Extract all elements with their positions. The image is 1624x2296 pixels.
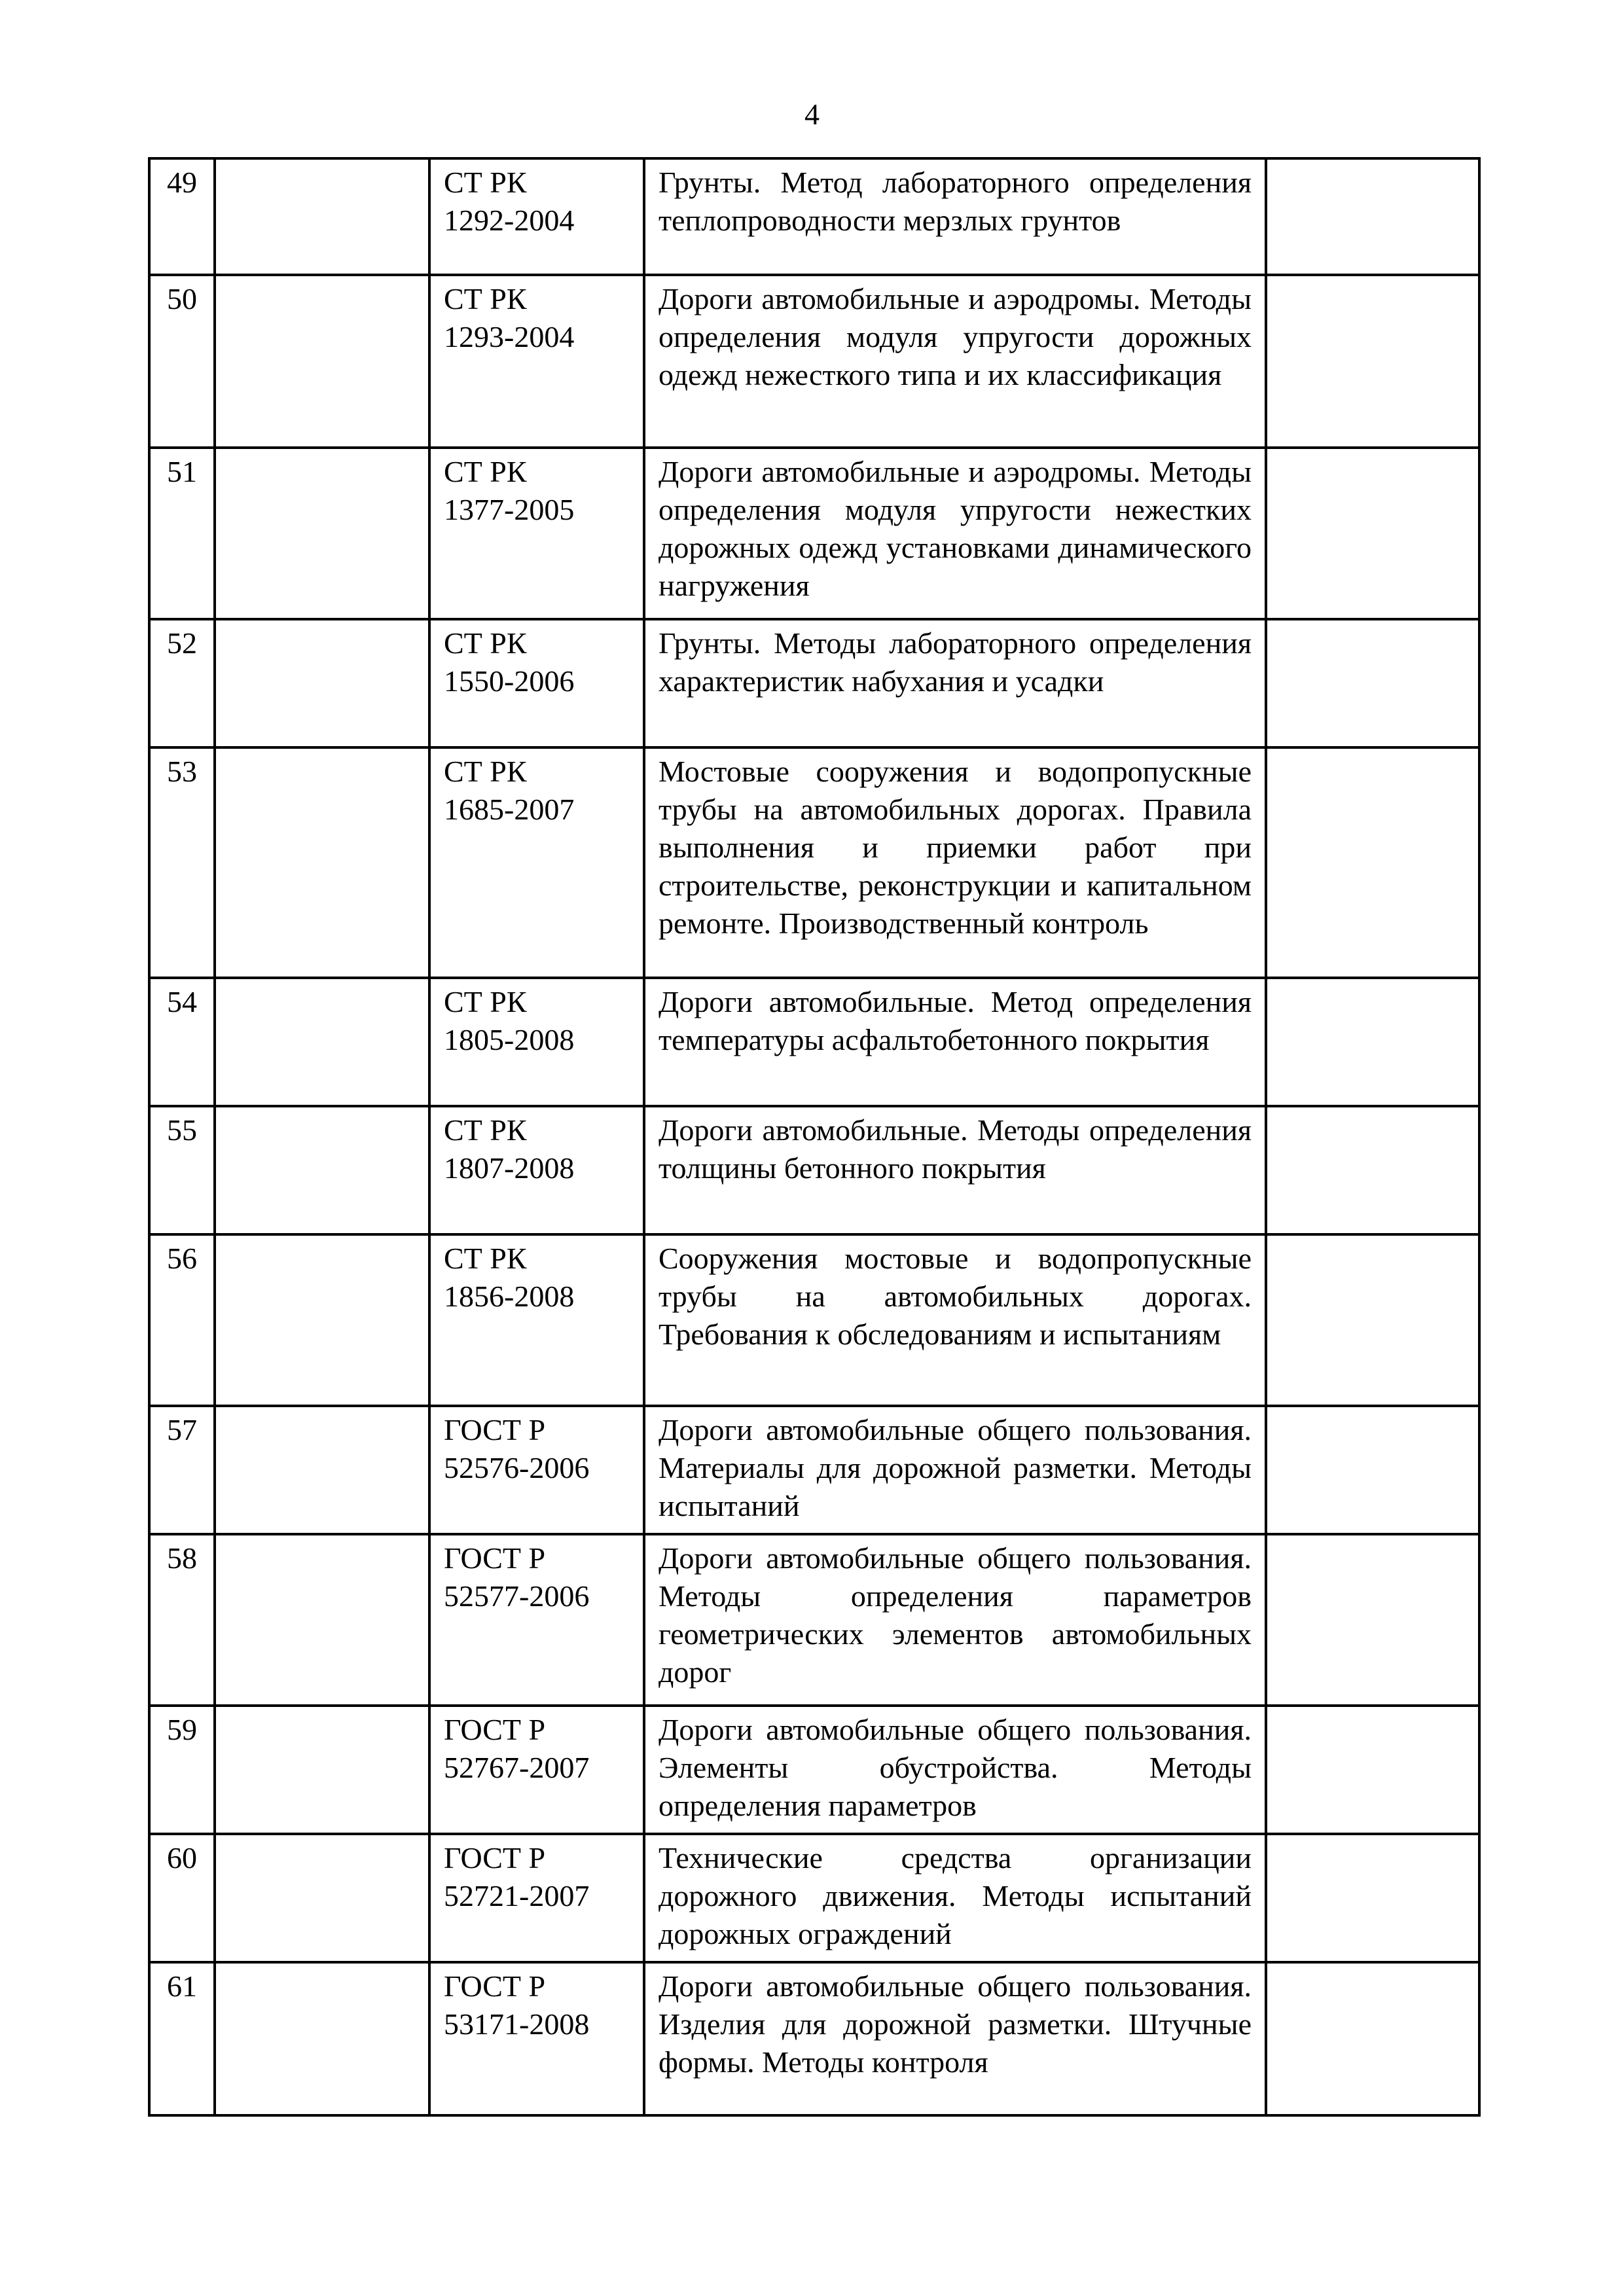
standard-code-number: 1293-2004 (444, 320, 575, 353)
standard-code-prefix: ГОСТ Р (444, 1713, 546, 1746)
standard-code-prefix: ГОСТ Р (444, 1541, 546, 1575)
standard-code-prefix: СТ РК (444, 626, 527, 660)
standard-code-prefix: СТ РК (444, 166, 527, 199)
row-number: 49 (149, 158, 215, 275)
standard-title: Дороги автомобильные и аэродромы. Методы определения модуля упругости нежестких дорожных одежд установками динамического нагружения (644, 448, 1266, 619)
table-row (149, 158, 1479, 275)
standard-title: Сооружения мостовые и водопропускные трубы на автомобильных дорогах. Требования к обследованиям и испытаниям (644, 1234, 1266, 1406)
empty-cell (215, 1406, 429, 1534)
empty-cell (215, 747, 429, 978)
note-cell (1266, 158, 1479, 275)
row-number: 60 (149, 1834, 215, 1962)
standard-code (429, 1234, 644, 1406)
standard-code-prefix: ГОСТ Р (444, 1841, 546, 1874)
empty-cell (215, 1834, 429, 1962)
standard-code-number: 52721-2007 (444, 1879, 590, 1912)
empty-cell (215, 978, 429, 1106)
standard-code-prefix: СТ РК (444, 455, 527, 488)
standard-code-prefix: ГОСТ Р (444, 1413, 546, 1446)
row-number: 52 (149, 619, 215, 747)
row-number: 50 (149, 275, 215, 448)
row-number: 56 (149, 1234, 215, 1406)
empty-cell (215, 619, 429, 747)
table-row (149, 1106, 1479, 1234)
standard-code (429, 1106, 644, 1234)
empty-cell (215, 275, 429, 448)
table-row (149, 1962, 1479, 2115)
row-number: 58 (149, 1534, 215, 1706)
standard-code-number: 1377-2005 (444, 493, 575, 526)
standard-code-number: 1292-2004 (444, 204, 575, 237)
standard-code-prefix: СТ РК (444, 985, 527, 1018)
standard-code-number: 1550-2006 (444, 664, 575, 698)
standard-code-number: 52576-2006 (444, 1451, 590, 1484)
note-cell (1266, 747, 1479, 978)
standard-title: Дороги автомобильные. Методы определения толщины бетонного покрытия (644, 1106, 1266, 1234)
standard-code (429, 275, 644, 448)
empty-cell (215, 448, 429, 619)
row-number: 57 (149, 1406, 215, 1534)
empty-cell (215, 1534, 429, 1706)
standard-code-number: 52767-2007 (444, 1751, 590, 1784)
standard-title: Дороги автомобильные общего пользования. Элементы обустройства. Методы определения параметров (644, 1706, 1266, 1834)
standard-code-number: 52577-2006 (444, 1579, 590, 1613)
note-cell (1266, 1834, 1479, 1962)
table-row (149, 275, 1479, 448)
empty-cell (215, 1234, 429, 1406)
table-row (149, 1834, 1479, 1962)
standard-title: Мостовые сооружения и водопропускные трубы на автомобильных дорогах. Правила выполнения и приемки работ при строительстве, реконструкции и капитальном ремонте. Производственный контроль (644, 747, 1266, 978)
row-number: 53 (149, 747, 215, 978)
standard-code-number: 1685-2007 (444, 793, 575, 826)
standard-title: Дороги автомобильные и аэродромы. Методы определения модуля упругости дорожных одежд нежесткого типа и их классификация (644, 275, 1266, 448)
table-row (149, 1706, 1479, 1834)
standard-code (429, 1706, 644, 1834)
standard-title: Технические средства организации дорожного движения. Методы испытаний дорожных ограждений (644, 1834, 1266, 1962)
standard-code (429, 1534, 644, 1706)
standard-code-prefix: ГОСТ Р (444, 1969, 546, 2003)
note-cell (1266, 448, 1479, 619)
row-number: 61 (149, 1962, 215, 2115)
table-row (149, 1534, 1479, 1706)
standard-code-prefix: СТ РК (444, 755, 527, 788)
note-cell (1266, 1706, 1479, 1834)
note-cell (1266, 1234, 1479, 1406)
empty-cell (215, 1962, 429, 2115)
standard-code-prefix: СТ РК (444, 1242, 527, 1275)
note-cell (1266, 978, 1479, 1106)
standard-code-number: 53171-2008 (444, 2007, 590, 2041)
standard-title: Дороги автомобильные общего пользования. Изделия для дорожной разметки. Штучные формы. Методы контроля (644, 1962, 1266, 2115)
standard-title: Грунты. Метод лабораторного определения теплопроводности мерзлых грунтов (644, 158, 1266, 275)
standard-code (429, 448, 644, 619)
standards-table-body (149, 158, 1479, 2115)
table-row (149, 448, 1479, 619)
table-row (149, 1406, 1479, 1534)
standard-title: Грунты. Методы лабораторного определения характеристик набухания и усадки (644, 619, 1266, 747)
empty-cell (215, 1106, 429, 1234)
standard-code (429, 158, 644, 275)
note-cell (1266, 1534, 1479, 1706)
table-row (149, 978, 1479, 1106)
row-number: 55 (149, 1106, 215, 1234)
standards-table (148, 157, 1481, 2117)
note-cell (1266, 1406, 1479, 1534)
standard-code-number: 1856-2008 (444, 1280, 575, 1313)
note-cell (1266, 1106, 1479, 1234)
note-cell (1266, 1962, 1479, 2115)
standard-code (429, 1962, 644, 2115)
standard-code (429, 978, 644, 1106)
standard-code (429, 747, 644, 978)
empty-cell (215, 158, 429, 275)
standard-code-prefix: СТ РК (444, 1113, 527, 1147)
note-cell (1266, 619, 1479, 747)
standard-title: Дороги автомобильные общего пользования. Методы определения параметров геометрических элементов автомобильных дорог (644, 1534, 1266, 1706)
standard-code-number: 1807-2008 (444, 1151, 575, 1185)
standard-title: Дороги автомобильные. Метод определения температуры асфальтобетонного покрытия (644, 978, 1266, 1106)
standard-code (429, 619, 644, 747)
table-row (149, 747, 1479, 978)
row-number: 59 (149, 1706, 215, 1834)
standard-title: Дороги автомобильные общего пользования. Материалы для дорожной разметки. Методы испытаний (644, 1406, 1266, 1534)
table-row (149, 1234, 1479, 1406)
row-number: 51 (149, 448, 215, 619)
standard-code-number: 1805-2008 (444, 1023, 575, 1056)
standard-code (429, 1834, 644, 1962)
table-row (149, 619, 1479, 747)
row-number: 54 (149, 978, 215, 1106)
standard-code (429, 1406, 644, 1534)
standard-code-prefix: СТ РК (444, 282, 527, 315)
note-cell (1266, 275, 1479, 448)
page-number: 4 (804, 98, 820, 131)
empty-cell (215, 1706, 429, 1834)
